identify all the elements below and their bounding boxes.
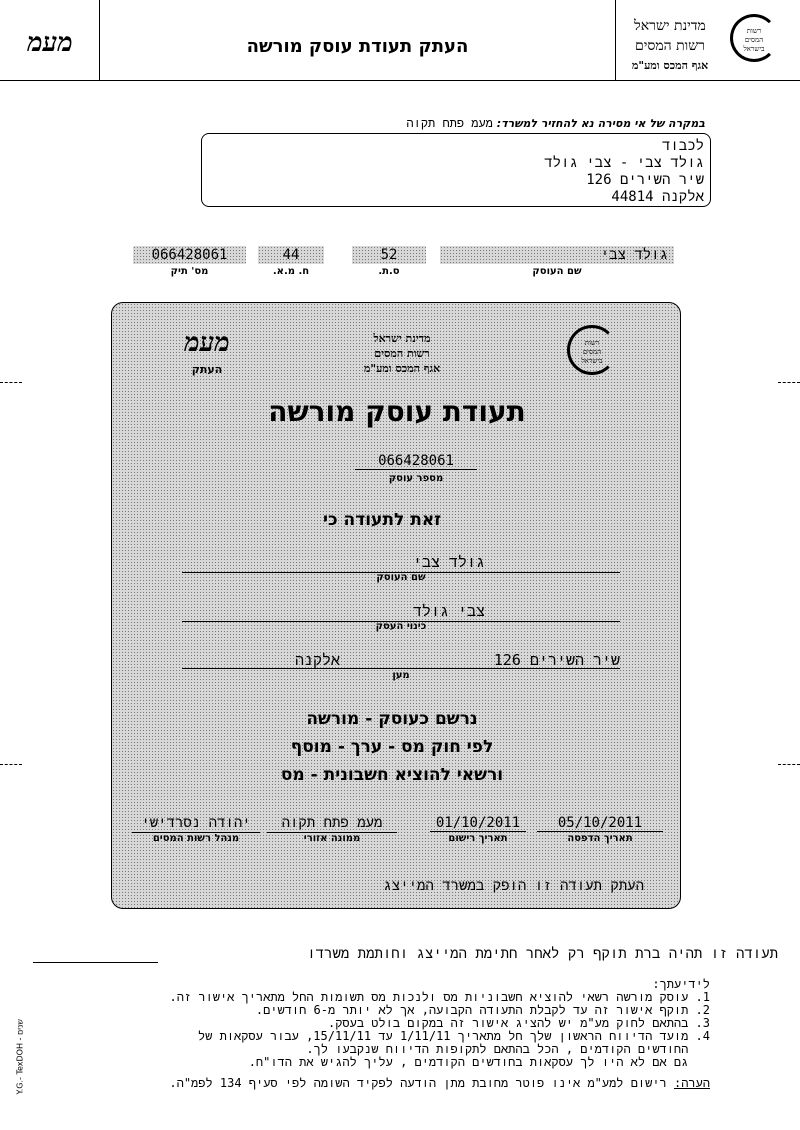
dealer-number-label: מספר עוסק bbox=[388, 473, 444, 484]
file-number-label: מס' תיק bbox=[170, 266, 209, 277]
director-signature: יהודה נסרדישי bbox=[132, 815, 260, 833]
notes-heading: לידיעתך: bbox=[652, 977, 710, 991]
cert-address-label: מען bbox=[392, 670, 410, 681]
type-field: 52 bbox=[352, 246, 426, 264]
director-label: מנהל רשות המסים bbox=[152, 833, 240, 844]
copy-label: העתק bbox=[191, 363, 223, 376]
certificate-org bbox=[352, 331, 452, 376]
signature-line bbox=[33, 962, 158, 963]
certificate-seal-icon bbox=[567, 325, 617, 375]
note-2: 2. תוקף אישור זה עד לקבלת התעודה הקבועה, אך לא יותר מ-6 חודשים. bbox=[255, 1003, 710, 1017]
note-1: 1. עוסק מורשה רשאי להוציא חשבוניות מס ולנכות מס תשומות החל מתאריך אישור זה. bbox=[169, 990, 710, 1004]
certificate-footer: העתק תעודה זו הופק במשרד המייצג bbox=[383, 878, 644, 894]
page-title: העתק תעודת עוסק מורשה bbox=[246, 36, 469, 57]
address-line-4: אלקנה 44814 bbox=[611, 189, 704, 205]
cert-address-city: אלקנה bbox=[294, 651, 340, 669]
registered-line-1: נרשם כעוסק - מורשה bbox=[306, 709, 478, 729]
validity-note: תעודה זו תהיה ברת תוקף רק לאחר חתימת המייצג וחותמת משרדו bbox=[307, 946, 778, 962]
org-line-1: מדינת ישראל bbox=[634, 18, 706, 34]
dealer-name-label: שם העוסק bbox=[532, 266, 582, 277]
registration-date: 01/10/2011 bbox=[430, 815, 526, 832]
registered-line-2: לפי חוק מס - ערך - מוסף bbox=[290, 737, 494, 757]
cert-name-label: שם העוסק bbox=[376, 572, 426, 583]
note-4-cont-2: גם אם לא היו לך עסקאות בחודשים הקודמים , עליך להגיש את הדו"ח. bbox=[248, 1055, 710, 1069]
side-code: Y.G.- TexDOH - שנים bbox=[15, 1019, 25, 1095]
org-line-3: אגף המכס ומע"מ bbox=[631, 59, 709, 72]
address-line-1: לכבוד bbox=[661, 138, 704, 154]
address-box bbox=[201, 133, 711, 207]
address-line-3: שיר השירים 126 bbox=[586, 172, 704, 188]
remark-label: הערה: bbox=[673, 1076, 710, 1090]
certificate-title: תעודת עוסק מורשה bbox=[268, 395, 526, 428]
cert-address bbox=[182, 651, 620, 669]
seal-text: רשות המסים בישראל bbox=[743, 27, 765, 53]
org-block bbox=[620, 16, 720, 76]
vat-logo: מעמ bbox=[27, 28, 73, 58]
cert-address-street: שיר השירים 126 bbox=[493, 651, 620, 669]
page-header bbox=[0, 0, 800, 81]
registered-block bbox=[112, 705, 672, 789]
certificate bbox=[111, 302, 681, 909]
branch-label: ח. מ.א. bbox=[272, 266, 310, 277]
dealer-name-field: גולד צבי bbox=[440, 246, 674, 264]
dealer-number: 066428061 bbox=[355, 453, 477, 470]
registration-date-label: תאריך רישום bbox=[448, 833, 508, 844]
cert-org-line-3: אגף המכס ומע"מ bbox=[363, 362, 441, 375]
print-date-label: תאריך הדפסה bbox=[567, 833, 633, 844]
note-4-cont-1: החודשים הקודמים , הכל בהתאם לתקופות הדיווח שנקבעו לך. bbox=[306, 1042, 710, 1056]
note-4: 4. מועד הדיווח הראשון שלך חל מתאריך 1/11/11 עד 15/11/11, עבור עסקאות של bbox=[197, 1029, 710, 1043]
cert-org-line-2: רשות המסים bbox=[374, 347, 430, 360]
certificate-logo: מעמ bbox=[184, 328, 230, 358]
registered-line-3: ורשאי להוציא חשבונית - מס bbox=[280, 765, 504, 785]
cert-seal-text: רשות המסים בישראל bbox=[581, 339, 603, 365]
regional-officer: מעמ פתח תקוה bbox=[267, 815, 397, 833]
cert-name: גולד צבי bbox=[182, 553, 620, 573]
tax-authority-seal-icon bbox=[730, 14, 778, 62]
file-number-field: 066428061 bbox=[133, 246, 246, 264]
regional-officer-label: ממונה אזורי bbox=[303, 833, 361, 844]
return-label: במקרה של אי מסירה נא להחזיר למשרד: bbox=[496, 117, 705, 130]
remark-text: רישום למע"מ אינו פוטר מחובת מתן הודעה לפקיד השומה לפי סעיף 134 לפמ"ה. bbox=[169, 1076, 667, 1090]
return-note bbox=[300, 116, 705, 131]
org-line-2: רשות המסים bbox=[634, 38, 706, 54]
certify-text: זאת לתעודה כי bbox=[323, 510, 441, 530]
cert-alias-label: כינוי העסק bbox=[375, 621, 427, 632]
print-date: 05/10/2011 bbox=[537, 815, 663, 832]
address-line-2: גולד צבי - צבי גולד bbox=[544, 155, 704, 171]
branch-field: 44 bbox=[258, 246, 324, 264]
return-office: מעמ פתח תקוה bbox=[406, 116, 493, 130]
cert-org-line-1: מדינת ישראל bbox=[373, 332, 431, 345]
note-3: 3. בהתאם לחוק מע"מ יש להציג אישור זה במקום בולט בעסק. bbox=[328, 1016, 710, 1030]
type-label: ס.ת. bbox=[378, 266, 400, 277]
cert-alias: צבי גולד bbox=[182, 602, 620, 622]
notes-block bbox=[100, 978, 710, 1090]
